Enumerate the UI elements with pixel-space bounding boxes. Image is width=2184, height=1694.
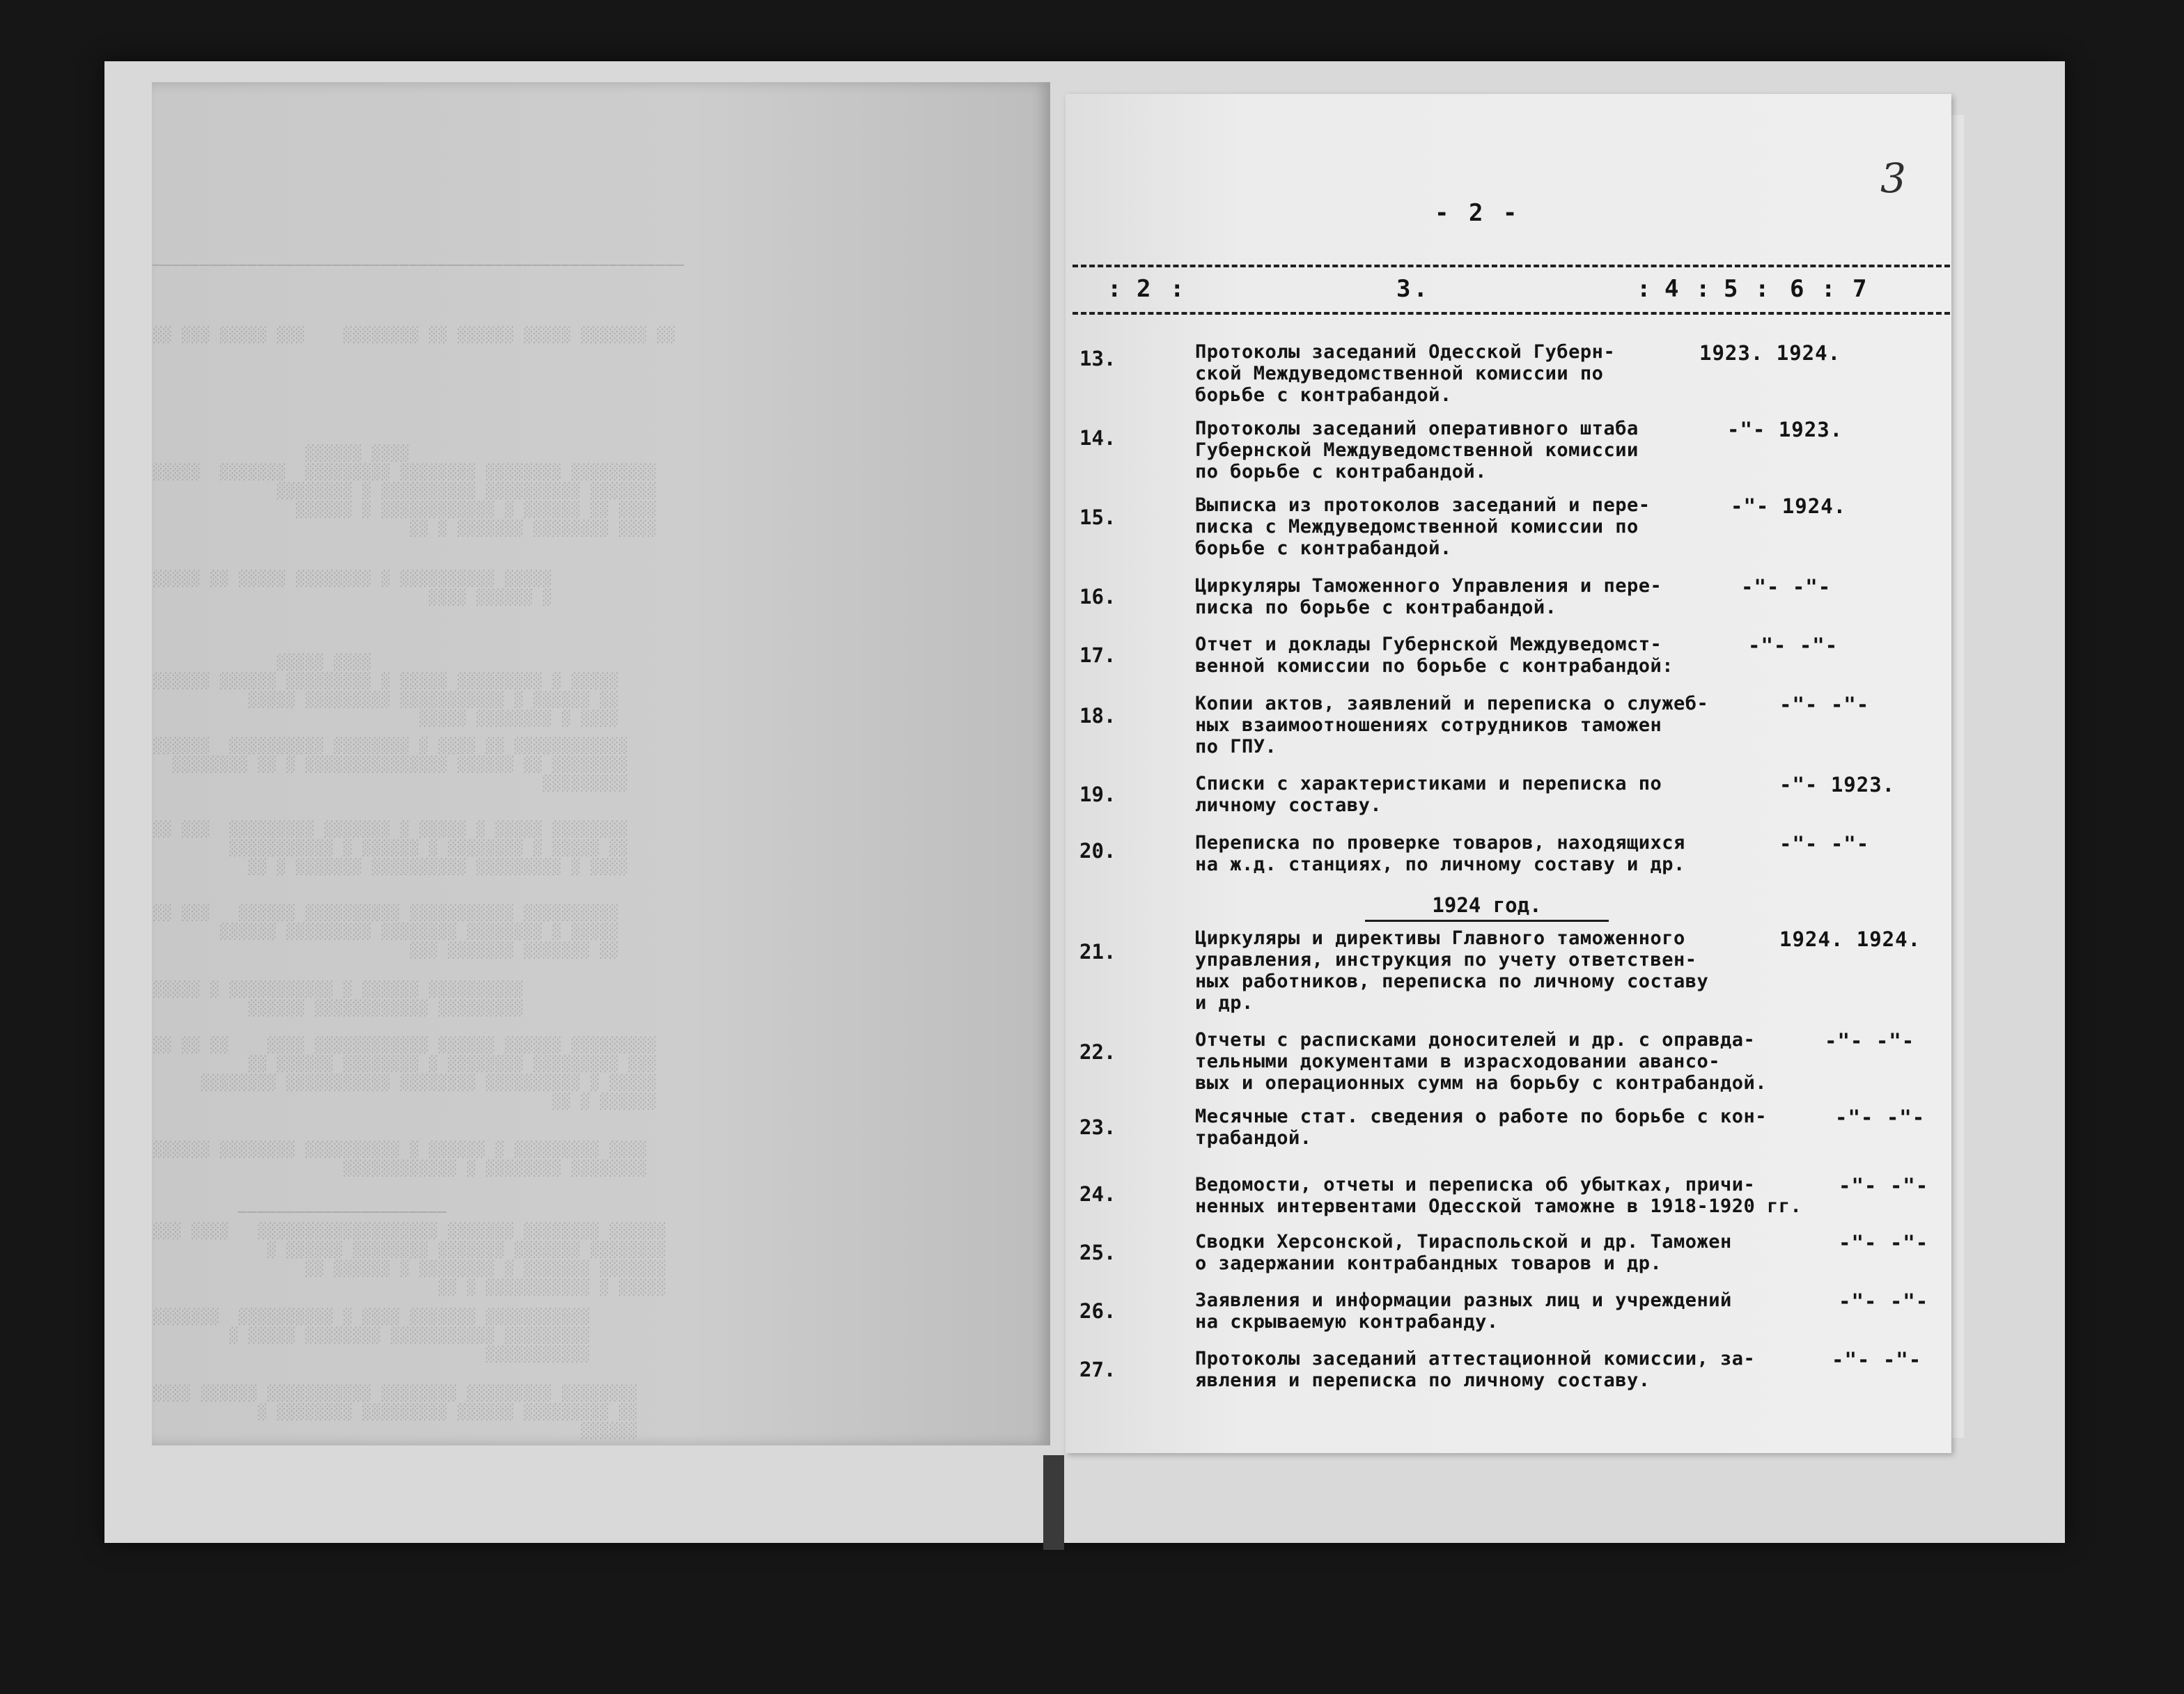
column-header-2: 2 — [1137, 275, 1154, 303]
bleed-through-text: ░░░░░░░░░░░░ ░░ ░░░░ ░ ░░░░░░░░ ░░░░░░░░░░ ░░░░░░ ░░░░░░░░ ░░ ░░░░░░ ░░░░░░░░░░░░░░░ ░ ░░ ░░░░░░░░ ░░░░░░░░░ — [152, 737, 627, 792]
binding-spine — [1043, 1455, 1064, 1550]
entry-dates: 1923. 1924. — [1699, 341, 1841, 365]
entry-dates: 1924. 1924. — [1779, 927, 1921, 951]
entry-number: 17. — [1079, 643, 1116, 667]
bleed-through-text: ░░░░░░░░ ░░░░░░░░░ ░░░░░░░░ ░░░░░░░░░░░ ░░░░░░ ░░░░ ░░ ░░░░░░░░░ ░░░░░░ ░░░░░░░░░ ░░░░░░░░ ░ ░░░░░░ — [152, 1385, 637, 1439]
entry-title: Протоколы заседаний Одесской Губерн- ской Междуведомственной комиссии по борьбе с контрабандой. — [1195, 341, 1616, 406]
entry-dates: -"- -"- — [1825, 1029, 1915, 1053]
entry-number: 22. — [1079, 1040, 1116, 1064]
entry-title: Переписка по проверке товаров, находящихся на ж.д. станциях, по личному составу и др. — [1195, 832, 1685, 875]
entry-number: 18. — [1079, 704, 1116, 728]
entry-title: Копии актов, заявлений и переписка о служеб- ных взаимоотношениях сотрудников таможен по ГПУ. — [1195, 693, 1709, 758]
entry-dates: -"- 1923. — [1779, 773, 1896, 797]
column-separator: : — [1755, 275, 1772, 303]
column-separator: : — [1107, 275, 1125, 303]
bleed-through-text: ░░ ░░░░░░░ ░░░░░ ░░░░░░ ░░ ░░░░░░░░ ░░░ ░░░░░ ░░░ ░░ — [152, 327, 712, 343]
entry-number: 14. — [1079, 426, 1116, 450]
entry-dates: -"- -"- — [1748, 634, 1839, 657]
entry-title: Циркуляры и директивы Главного таможенного управления, инструкция по учету ответствен- ных работников, переписка по личному составу и др. — [1195, 927, 1709, 1014]
entry-dates: -"- -"- — [1835, 1106, 1926, 1129]
column-header-4: 4 — [1664, 275, 1682, 303]
bleed-through-text: ░░░░░░░░░░ ░░░░░░░░░░░ ░░░░░░░░░░ ░░░░░░ ░░░ ░░ ░░░░░ ░ ░░░░░░░░ ░░░░░░░░ ░░░░░░░░░ ░░░░░░ ░░ ░░░░░░░ ░░░░░░░ ░░░ — [152, 904, 618, 959]
column-header-row — [1107, 275, 1943, 306]
header-rule-top — [1072, 265, 1950, 267]
column-header-3: 3. — [1396, 275, 1430, 303]
entry-dates: -"- 1923. — [1727, 418, 1843, 441]
entry-number: 24. — [1079, 1182, 1116, 1206]
entry-dates: -"- -"- — [1839, 1289, 1929, 1313]
bleed-through-text: ░░░░ ░░░░░ ░░░░░ ░ ░░░░░░░░░ ░░░░░ ░ ░░░░░░░░░ ░░░░░░ ░░░░░░ ░░ ░░░░░░ ░ ░░░░░░░░░░░ ░░░░░░░░░ ░░░░░ ░░░░ ░ ░░░░░░░░ ░░░░░ — [152, 654, 618, 727]
column-separator: : — [1821, 275, 1839, 303]
column-header-7: 7 — [1852, 275, 1870, 303]
bleed-through-text: ░░░░ ░░░░░░░░░ ░ ░░░░░░ ░ ░░░░░░░░░░ ░░░░░░░░ ░░░░░░ ░░░░░░░░ ░░░░░░░░ ░ ░░░░░░░░░░░░ — [152, 1141, 646, 1177]
entry-title: Циркуляры Таможенного Управления и пере- писка по борьбе с контрабандой. — [1195, 575, 1662, 618]
entry-number: 25. — [1079, 1241, 1116, 1264]
column-header-5: 5 — [1724, 275, 1741, 303]
entry-number: 19. — [1079, 783, 1116, 806]
entry-title: Списки с характеристиками и переписка по личному составу. — [1195, 773, 1662, 816]
bleed-through-text: ░░░░ ░░░░░░ ░░░░░░░░░ ░░░░░░░░ ░░░░░░░░ ░░░░░░░░░ ░░░░░░░ ░░░░░ ░░░░░░░ ░░░░░░░░░░ ░░░░░░░░░░ ░ ░░░░░░░░ ░░░░ ░░ ░░░░░░ ░ ░░░░░░░░░░░░ ░ ░░░░░░ ░░░░ ░░░░░░░░ ░░░░░░░ ░ ░░ — [152, 445, 656, 537]
bleed-through-text: ░░░░░░░░░░ ░░░░░░ ░ ░░░░░░░░░░░ ░ ░░░░░ ░░░░░░░░░ ░░░░░░░░░░░░ ░░░░░░ — [152, 981, 523, 1017]
column-header-6: 6 — [1790, 275, 1807, 303]
bleed-through-text: ░░░░░ ░░░░░░░░░░ ░ ░░░░░░░░ ░░░░░ ░░ ░░░░░ ░ ░░░░░░ ░░░░ — [152, 570, 552, 606]
section-heading: 1924 год. — [1365, 893, 1609, 922]
entry-number: 27. — [1079, 1358, 1116, 1381]
entry-dates: -"- -"- — [1832, 1348, 1922, 1372]
bleed-through-text: ░░░░░░░░░ ░░░░░░ ░░░░░░ ░░░░░░░░░░░░ ░░░░ ░░ ░░ ░░ ░░░ ░░░░░░░░░ ░░░░░░░░ ░ ░░░░░░░░ ░░░░░░ ░░ ░░░░░ ░ ░░░░░░░░░░ ░░░░░░░░ ░░░░░░░░░░░ ░░░░░░░░ ░░░░░░ ░ ░░ — [152, 1037, 656, 1110]
entry-dates: -"- -"- — [1839, 1174, 1929, 1198]
entry-number: 15. — [1079, 505, 1116, 529]
entry-title: Заявления и информации разных лиц и учреждений на скрываемую контрабанду. — [1195, 1289, 1732, 1333]
entry-title: Протоколы заседаний оперативного штаба Губернской Междуведомственной комиссии по борьбе с контрабандой. — [1195, 418, 1639, 483]
entry-title: Сводки Херсонской, Тираспольской и др. Таможен о задержании контрабандных товаров и др. — [1195, 1231, 1732, 1274]
bleed-through-text: ░░░░░░░░░░░ ░░░░░░░ ░░░░ ░ ░░░░░░░░░░ ░░░░░░░ ░░░░░░░░░ ░░░░░░░░░░░ ░░░░░░░░ ░░░░░ ░ ░░░░░░░░░░░ — [152, 1308, 589, 1363]
bleed-through-text: ──────────────────────────────────────────────────────── — [152, 257, 1027, 274]
entry-number: 16. — [1079, 585, 1116, 609]
entry-number: 20. — [1079, 839, 1116, 863]
column-separator: : — [1696, 275, 1713, 303]
entry-number: 23. — [1079, 1115, 1116, 1139]
entry-number: 21. — [1079, 940, 1116, 964]
column-separator: : — [1170, 275, 1187, 303]
entry-title: Протоколы заседаний аттестационной комиссии, за- явления и переписка по личному составу. — [1195, 1348, 1756, 1391]
entry-title: Месячные стат. сведения о работе по борьбе с кон- трабандой. — [1195, 1106, 1768, 1149]
entry-title: Ведомости, отчеты и переписка об убытках, причи- ненных интервентами Одесской таможне в 1918-1920 гг. — [1195, 1174, 1802, 1217]
entry-dates: -"- -"- — [1839, 1231, 1929, 1255]
handwritten-sheet-number: 3 — [1880, 155, 1906, 202]
entry-number: 13. — [1079, 347, 1116, 370]
bleed-through-text: ░░░░░░░░ ░░░░░ ░ ░░░░░ ░ ░░░░░░░ ░░░░░░░░░ ░░░ ░░ ░░ ░░░░░ ░ ░░░░░░░░ ░ ░░░░░░ ░ ░░░░░░░░░░░ ░░░░ ░ ░░░░░░░░░ ░░░░░░░░░░ ░░░░░░░ ░ ░░ — [152, 821, 627, 875]
entry-title: Выписка из протоколов заседаний и пере- писка с Междуведомственной комиссии по борьбе с контрабандой. — [1195, 494, 1651, 559]
bleed-through-text: ────────────────────── ░░░░░░ ░░░░░░░░ ░░░░░░░ ░░░░░░░░░░░░░░░░░░░ ░░░░ ░░░ ░░░░░░░░ ░░░░░░░ ░░░░░░░ ░░░░░░░░ ░░░░░░ ░ ░░░░░░░ ░░░░░░░ ░ ░░░░░░░░ ░ ░░░░░░ ░░ ░░░░░ ░ ░░░░░░░░░░░ ░ ░░ — [152, 1204, 665, 1296]
entry-title: Отчеты с расписками доносителей и др. с оправда- тельными документами в израсходовании авансо- вых и операционных сумм на борьбу с контрабандой. — [1195, 1029, 1768, 1094]
entry-dates: -"- 1924. — [1731, 494, 1847, 518]
entry-dates: -"- -"- — [1779, 693, 1870, 716]
entry-dates: -"- -"- — [1741, 575, 1832, 599]
column-separator: : — [1637, 275, 1654, 303]
page-number: - 2 - — [1435, 199, 1520, 227]
header-rule-bottom — [1072, 312, 1950, 315]
entry-title: Отчет и доклады Губернской Междуведомст- венной комиссии по борьбе с контрабандой: — [1195, 634, 1674, 677]
left-page — [152, 82, 1050, 1445]
entry-dates: -"- -"- — [1779, 832, 1870, 856]
entry-number: 26. — [1079, 1299, 1116, 1323]
